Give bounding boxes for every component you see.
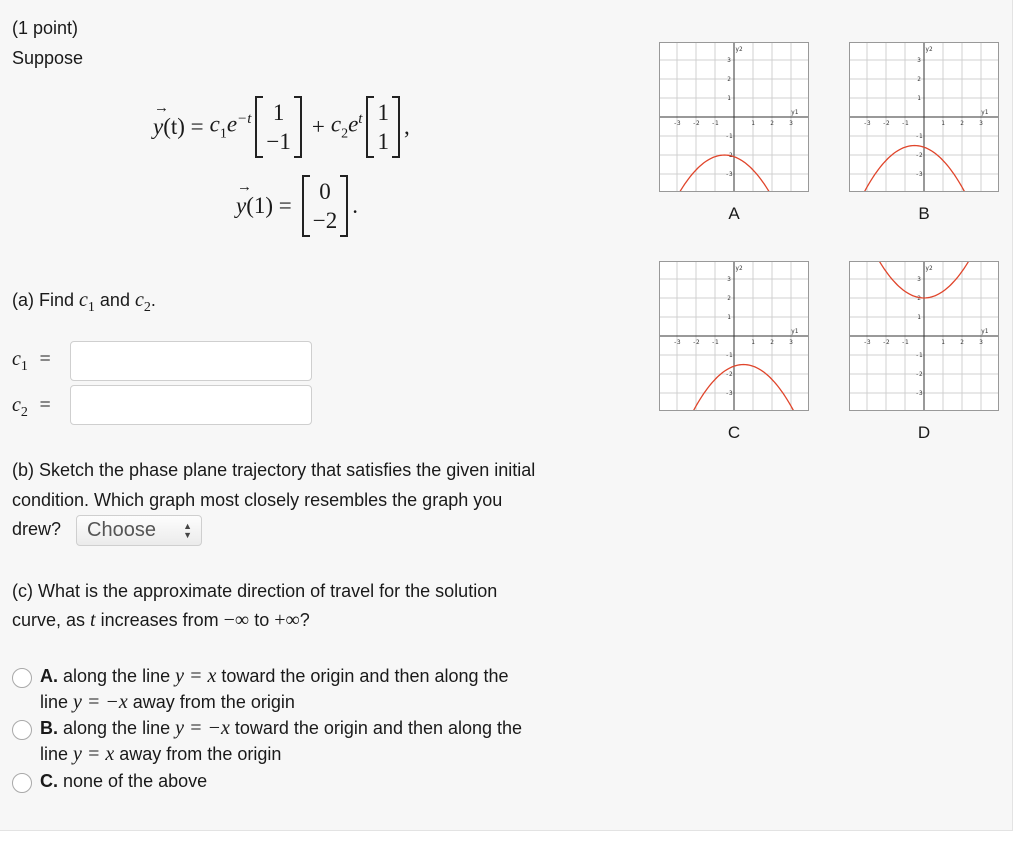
x-tick-label: 3	[789, 339, 793, 346]
graph-d-label: D	[917, 423, 931, 442]
suppose-label: Suppose	[12, 48, 84, 68]
y-tick-label: -2	[725, 152, 733, 159]
points-label: (1 point)	[12, 18, 79, 38]
x-tick-label: -1	[711, 339, 719, 346]
y-axis-name: y2	[925, 265, 933, 272]
graph-c	[659, 261, 809, 411]
c1-input[interactable]	[70, 341, 312, 381]
graph-b-label: B	[918, 204, 930, 223]
eigenvector-1: 1 −1	[255, 96, 301, 158]
y-axis-name: y2	[735, 46, 743, 53]
x-axis-name: y1	[981, 109, 989, 116]
graph-a	[659, 42, 809, 192]
y-tick-label: 1	[917, 95, 921, 102]
initial-vector: 0 −2	[302, 175, 348, 237]
option-c[interactable]: C. none of the above	[12, 768, 207, 794]
part-b-line3: drew?	[12, 519, 62, 539]
c1-label: $c_1$ =	[12, 348, 51, 374]
x-tick-label: -2	[882, 120, 890, 127]
part-b-line2: condition. Which graph most closely resembles the graph you	[12, 490, 503, 510]
y-tick-label: -3	[915, 171, 923, 178]
option-c-radio[interactable]	[12, 773, 32, 793]
x-axis-name: y1	[981, 328, 989, 335]
x-tick-label: -3	[863, 339, 871, 346]
x-axis-name: y1	[791, 328, 799, 335]
y-tick-label: -3	[915, 390, 923, 397]
option-b[interactable]: B. along the line y = −x toward the origin and then along the line y = x away from the origin	[12, 715, 522, 767]
eigenvector-2: 1 1	[366, 96, 400, 158]
y-tick-label: 2	[917, 76, 921, 83]
x-tick-label: -2	[882, 339, 890, 346]
x-tick-label: 1	[751, 120, 755, 127]
x-axis-name: y1	[791, 109, 799, 116]
y-tick-label: 3	[727, 276, 731, 283]
y-tick-label: 2	[727, 295, 731, 302]
x-tick-label: 2	[770, 120, 774, 127]
part-c-line2: curve, as t increases from −∞ to +∞?	[12, 609, 310, 631]
x-tick-label: -1	[901, 120, 909, 127]
initial-condition: → y (1) = 0 −2 .	[236, 175, 358, 237]
solution-equation: → y (t) = $c_1e^{-t}$ 1 −1 + $c_2e^t$ 1 1 ,	[153, 96, 410, 158]
y-tick-label: 3	[917, 276, 921, 283]
c2-input[interactable]	[70, 385, 312, 425]
x-tick-label: 3	[979, 120, 983, 127]
graph-c-label: C	[727, 423, 741, 442]
option-b-radio[interactable]	[12, 720, 32, 740]
y-tick-label: 1	[727, 314, 731, 321]
vector-y: → y	[153, 100, 169, 139]
y-axis-name: y2	[735, 265, 743, 272]
x-tick-label: 3	[789, 120, 793, 127]
graph-b	[849, 42, 999, 192]
x-tick-label: -1	[901, 339, 909, 346]
y-tick-label: -2	[725, 371, 733, 378]
x-tick-label: -1	[711, 120, 719, 127]
y-tick-label: -1	[725, 352, 733, 359]
y-tick-label: 1	[917, 314, 921, 321]
y-tick-label: -1	[915, 352, 923, 359]
graph-a-label: A	[728, 204, 740, 223]
y-tick-label: -3	[725, 171, 733, 178]
y-tick-label: 2	[917, 295, 921, 302]
x-tick-label: 2	[960, 120, 964, 127]
x-tick-label: 1	[751, 339, 755, 346]
x-tick-label: 3	[979, 339, 983, 346]
c2-label: $c_2$ =	[12, 394, 51, 420]
option-a-radio[interactable]	[12, 668, 32, 688]
x-tick-label: 2	[960, 339, 964, 346]
option-a[interactable]: A. along the line y = x toward the origin and then along the line y = −x away from the origin	[12, 663, 509, 715]
part-c-line1: (c) What is the approximate direction of travel for the solution	[12, 581, 498, 601]
x-tick-label: 2	[770, 339, 774, 346]
part-a-prompt: (a) Find $c_1$ and $c_2$.	[12, 289, 156, 315]
y-axis-name: y2	[925, 46, 933, 53]
graph-d	[849, 261, 999, 411]
graph-choice-select[interactable]: Choose ▲ ▼	[76, 515, 202, 546]
y-tick-label: 3	[917, 57, 921, 64]
y-tick-label: 1	[727, 95, 731, 102]
y-tick-label: 2	[727, 76, 731, 83]
select-arrows-icon: ▲ ▼	[183, 521, 192, 540]
part-b-line1: (b) Sketch the phase plane trajectory that satisfies the given initial	[12, 460, 536, 480]
y-tick-label: -2	[915, 152, 923, 159]
x-tick-label: 1	[941, 339, 945, 346]
x-tick-label: -3	[673, 120, 681, 127]
y-tick-label: 3	[727, 57, 731, 64]
y-tick-label: -2	[915, 371, 923, 378]
x-tick-label: -2	[692, 339, 700, 346]
x-tick-label: -2	[692, 120, 700, 127]
y-tick-label: -1	[915, 133, 923, 140]
y-tick-label: -1	[725, 133, 733, 140]
x-tick-label: -3	[673, 339, 681, 346]
y-tick-label: -3	[725, 390, 733, 397]
x-tick-label: -3	[863, 120, 871, 127]
x-tick-label: 1	[941, 120, 945, 127]
